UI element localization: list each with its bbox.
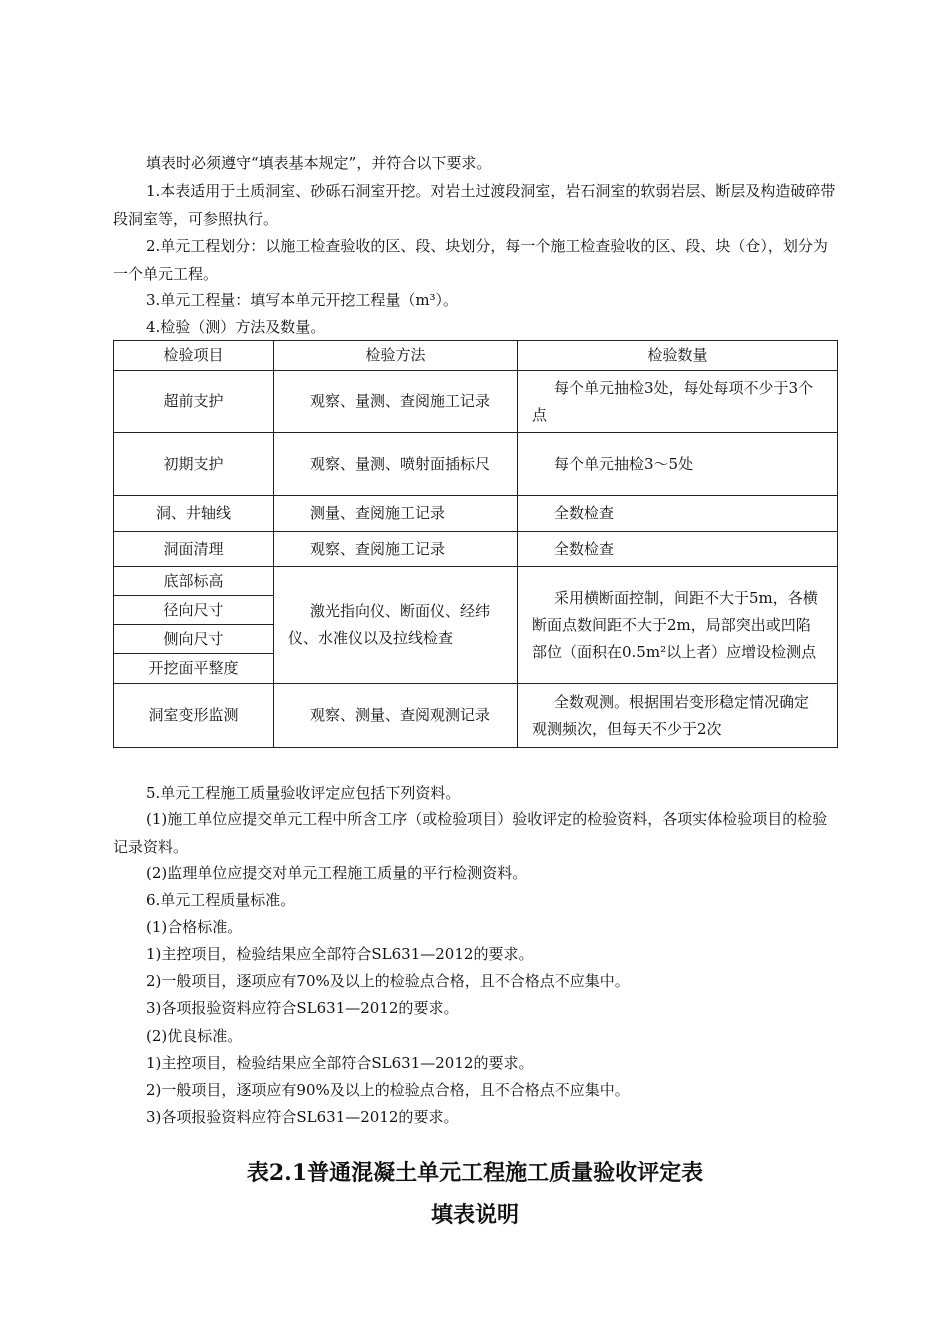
table-row <box>114 684 838 748</box>
item-5-2-paragraph: (2)监理单位应提交对单元工程施工质量的平行检测资料。 <box>146 864 528 882</box>
section-title: 表2.1普通混凝土单元工程施工质量验收评定表 <box>246 1160 704 1186</box>
row-method: 测量、查阅施工记录 <box>274 496 518 532</box>
pass-standard-1: 1)主控项目，检验结果应全部符合SL631—2012的要求。 <box>146 945 534 963</box>
table-row <box>114 496 838 532</box>
item-4-paragraph: 4.检验（测）方法及数量。 <box>146 318 326 336</box>
header-item: 检验项目 <box>114 341 274 371</box>
excellent-standard-3: 3)各项报验资料应符合SL631—2012的要求。 <box>146 1108 459 1126</box>
item-2-paragraph: 2.单元工程划分：以施工检查验收的区、段、块划分，每一个施工检查验收的区、段、块（仓），划分为一个单元工程。 <box>113 237 828 283</box>
row-item: 侧向尺寸 <box>114 625 274 654</box>
pass-standard-3: 3)各项报验资料应符合SL631—2012的要求。 <box>146 999 459 1017</box>
table-row <box>114 532 838 567</box>
row-method: 观察、查阅施工记录 <box>274 532 518 567</box>
item-3-paragraph: 3.单元工程量：填写本单元开挖工程量（m³）。 <box>146 291 459 309</box>
section-subtitle: 填表说明 <box>430 1202 519 1228</box>
row-method: 观察、量测、查阅施工记录 <box>274 371 518 433</box>
excellent-standard-1: 1)主控项目，检验结果应全部符合SL631—2012的要求。 <box>146 1054 534 1072</box>
group-quantity: 采用横断面控制，间距不大于5m，各横断面点数间距不大于2m，局部突出或凹陷部位（面积在0.5m²以上者）应增设检测点 <box>518 567 838 684</box>
table-row <box>114 433 838 496</box>
table-header-row <box>114 341 838 371</box>
row-item: 洞室变形监测 <box>114 684 274 748</box>
item-5-paragraph: 5.单元工程施工质量验收评定应包括下列资料。 <box>146 784 461 802</box>
row-item: 超前支护 <box>114 371 274 433</box>
row-method: 观察、量测、喷射面插标尺 <box>274 433 518 496</box>
row-item: 径向尺寸 <box>114 596 274 625</box>
header-method: 检验方法 <box>274 341 518 371</box>
table-row <box>114 371 838 433</box>
row-quantity: 全数检查 <box>518 496 838 532</box>
row-item: 初期支护 <box>114 433 274 496</box>
row-item: 洞面清理 <box>114 532 274 567</box>
row-item: 洞、井轴线 <box>114 496 274 532</box>
pass-standard-2: 2)一般项目，逐项应有70%及以上的检验点合格，且不合格点不应集中。 <box>146 972 630 990</box>
row-item: 开挖面平整度 <box>114 654 274 684</box>
inspection-table <box>113 340 838 748</box>
header-quantity: 检验数量 <box>518 341 838 371</box>
table-row <box>114 567 838 596</box>
intro-paragraph: 填表时必须遵守“填表基本规定”，并符合以下要求。 <box>146 154 492 172</box>
row-quantity: 每个单元抽检3处，每处每项不少于3个点 <box>518 371 838 433</box>
row-quantity: 全数检查 <box>518 532 838 567</box>
group-method: 激光指向仪、断面仪、经纬仪、水准仪以及拉线检查 <box>274 567 518 684</box>
item-6-paragraph: 6.单元工程质量标准。 <box>146 891 296 909</box>
excellent-standard-2: 2)一般项目，逐项应有90%及以上的检验点合格，且不合格点不应集中。 <box>146 1081 630 1099</box>
row-quantity: 全数观测。根据围岩变形稳定情况确定观测频次，但每天不少于2次 <box>518 684 838 748</box>
item-5-1-paragraph: (1)施工单位应提交单元工程中所含工序（或检验项目）验收评定的检验资料，各项实体检验项目的检验记录资料。 <box>113 810 828 856</box>
excellent-standard-heading: (2)优良标准。 <box>146 1027 243 1045</box>
row-quantity: 每个单元抽检3～5处 <box>518 433 838 496</box>
pass-standard-heading: (1)合格标准。 <box>146 918 243 936</box>
item-1-paragraph: 1.本表适用于土质洞室、砂砾石洞室开挖。对岩土过渡段洞室，岩石洞室的软弱岩层、断层及构造破碎带段洞室等，可参照执行。 <box>113 182 836 228</box>
row-method: 观察、测量、查阅观测记录 <box>274 684 518 748</box>
row-item: 底部标高 <box>114 567 274 596</box>
